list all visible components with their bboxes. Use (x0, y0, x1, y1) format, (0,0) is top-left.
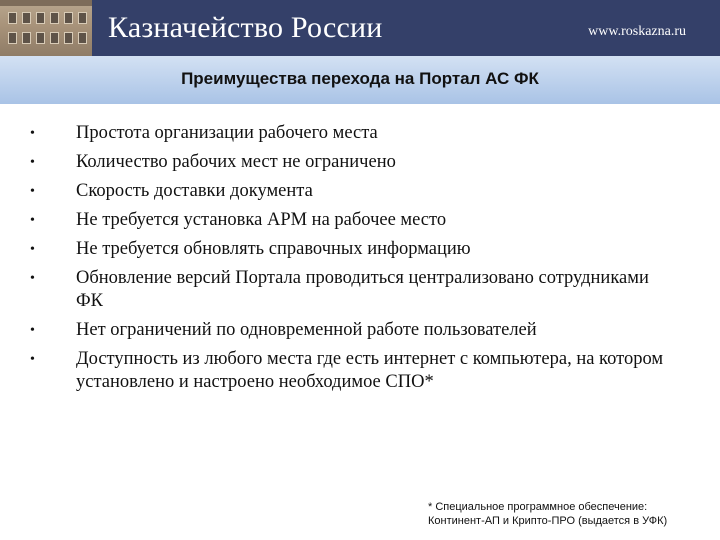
bullet-item (30, 180, 680, 203)
building-window (50, 12, 59, 24)
header-bar (0, 0, 720, 56)
bullet-text: Доступность из любого места где есть интернет с компьютера, на котором установлено и настроено необходимое СПО* (76, 349, 664, 392)
building-window (22, 12, 31, 24)
bullet-text: Обновление версий Портала проводиться централизовано сотрудниками ФК (76, 268, 649, 311)
bullet-list (30, 122, 680, 400)
slide-subtitle: Преимущества перехода на Портал АС ФК (181, 69, 539, 88)
building-window (50, 32, 59, 44)
bullet-dot-icon: • (30, 271, 35, 286)
bullet-dot-icon: • (30, 323, 35, 338)
bullet-dot-icon: • (30, 126, 35, 141)
building-window (22, 32, 31, 44)
bullet-item (30, 319, 680, 342)
bullet-item (30, 267, 680, 313)
header-title: Казначейство России (108, 11, 383, 44)
footnote-line: * Специальное программное обеспечение: (428, 501, 648, 513)
bullet-text: Простота организации рабочего места (76, 123, 378, 143)
building-window (78, 32, 87, 44)
bullet-text: Количество рабочих мест не ограничено (76, 152, 396, 172)
building-window (36, 32, 45, 44)
footnote-line: Континент-АП и Крипто-ПРО (выдается в УФК) (428, 515, 668, 527)
subtitle-band (0, 56, 720, 104)
bullet-item (30, 238, 680, 261)
bullet-dot-icon: • (30, 155, 35, 170)
bullet-dot-icon: • (30, 352, 35, 367)
building-window (78, 12, 87, 24)
building-window (8, 32, 17, 44)
bullet-text: Не требуется установка АРМ на рабочее место (76, 210, 447, 230)
bullet-text: Скорость доставки документа (76, 181, 313, 201)
footnote (428, 500, 718, 528)
bullet-dot-icon: • (30, 242, 35, 257)
building-window (64, 12, 73, 24)
building-window (8, 12, 17, 24)
header-url[interactable]: www.roskazna.ru (588, 24, 686, 39)
bullet-item (30, 348, 680, 394)
bullet-text: Не требуется обновлять справочных информацию (76, 239, 471, 259)
bullet-dot-icon: • (30, 184, 35, 199)
building-roof (0, 0, 92, 6)
bullet-item (30, 209, 680, 232)
bullet-dot-icon: • (30, 213, 35, 228)
bullet-text: Нет ограничений по одновременной работе пользователей (76, 320, 537, 340)
building-photo (0, 0, 92, 56)
building-window (36, 12, 45, 24)
building-window (64, 32, 73, 44)
bullet-item (30, 122, 680, 145)
bullet-item (30, 151, 680, 174)
